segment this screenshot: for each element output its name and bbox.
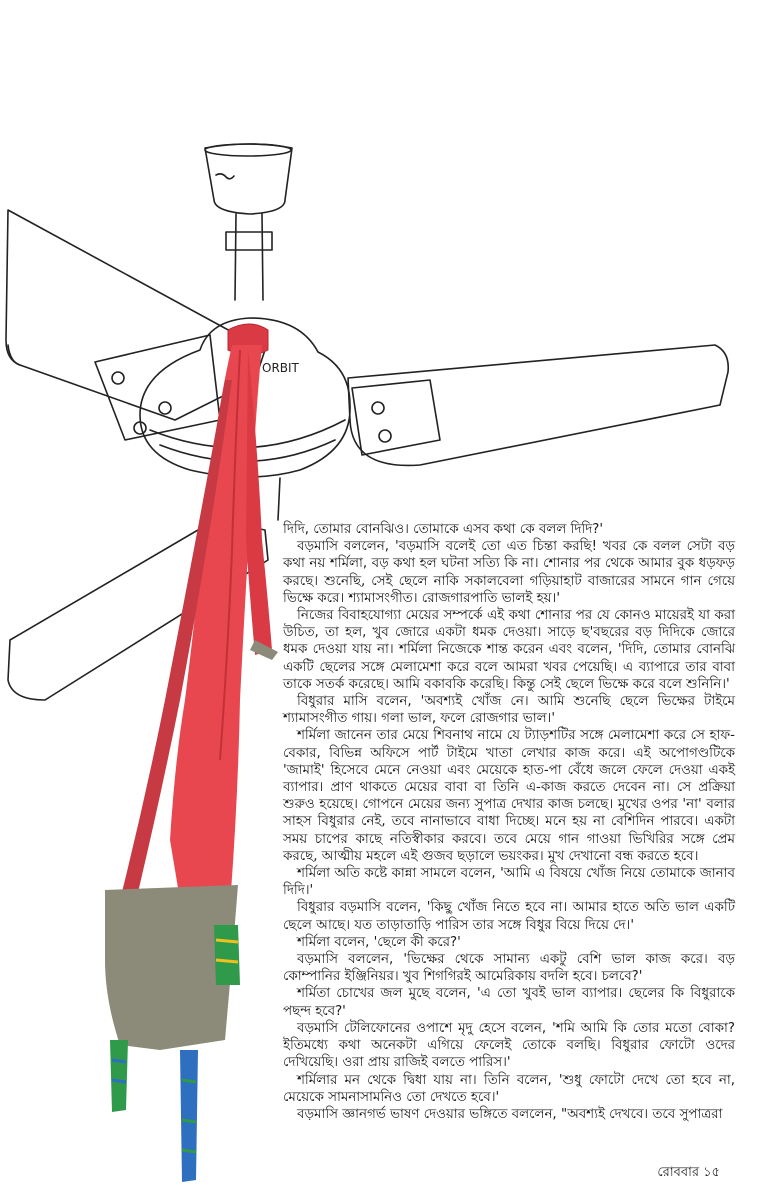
paragraph: নিজের বিবাহযোগ্যা মেয়ের সম্পর্কে এই কথা শোনার পর যে কোনও মায়েরই যা করা উচিত, তা হল, খুব জোরে একটা ধমক দেওয়া। সাড়ে ছ'বছরের বড় দিদিকে জোরে ধমক দেওয়া যায় না। শর্মিলা নিজেকে শান্ত করেন এবং বলেন, 'দিদি, তোমার বোনঝি একটি ছেলের সঙ্গে মেলামেশা করে বলে আমরা খবর পেয়েছি। এ ব্যাপারে তার বাবা তাকে সতর্ক করেছে। আমি বকাবকি করেছি। কিন্তু সেই ছেলে ভিক্ষে করে বলে শুনিনি।' <box>283 608 735 692</box>
screw-icon <box>379 430 391 442</box>
paragraph: বড়মাসি জ্ঞানগর্ভ ভাষণ দেওয়ার ভঙ্গিতে বললেন, "অবশ্যই দেখবে। তবে সুপাত্ররা <box>297 1106 723 1122</box>
paragraph: শর্মিলা জানেন তার মেয়ে শিবনাথ নামে যে ট্যাড়শটির সঙ্গে মেলামেশা করে সে হাফ-বেকার, বিভিন্ন অফিসে পার্ট টাইমে খাতা লেখার কাজ করে। এই অপোগণ্ডটিকে 'জামাই' হিসেবে মেনে নেওয়া এবং মেয়েকে হাত-পা বেঁধে জলে ফেলে দেওয়া একই ব্যাপার। প্রাণ থাকতে মেয়ের বাবা বা তিনি এ-কাজ করতে দেবেন না। সে প্রক্রিয়া শুরুও হয়েছে। গোপনে মেয়ের জন্য সুপাত্র দেখার কাজ চলছে। মুখের ওপর 'না' বলার সাহস বিধুরার নেই, তবে নানাভাবে বাধা দিচ্ছে। মনে হয় না বেশিদিন পারবে। একটা সময় চাপের কাছে নতিস্বীকার করবে। তবে মেয়ে গান গাওয়া ভিখিরির সঙ্গে প্রেম করছে, আত্মীয় মহলে এই গুজব ছড়ালে ভয়ংকর। মুখ দেখানো বন্ধ করতে হবে। <box>283 728 735 864</box>
paragraph: বড়মাসি বললেন, 'ভিক্ষের থেকে সামান্য একটু বেশি ভাল কাজ করে। বড় কোম্পানির ইঞ্জিনিয়র। খুব শিগগিরই আমেরিকায় বদলি হবে। চলবে?' <box>283 952 735 985</box>
paragraph: বড়মাসি বললেন, 'বড়মাসি বলেই তো এত চিন্তা করছি! খবর কে বলল সেটা বড় কথা নয় শর্মিলা, বড় কথা হল ঘটনা সত্যি কি না। শোনার পর থেকে আমার বুক ধড়ফড় করছে। শুনেছি, সেই ছেলে নাকি সকালবেলা গড়িয়াহাট বাজারের সামনে গান গেয়ে ভিক্ষে করে। শ্যামাসংগীত। রোজগারপাতি ভালই হয়।' <box>283 539 735 606</box>
paragraph: শর্মিতা চোখের জল মুছে বলেন, 'এ তো খুবই ভাল ব্যাপার। ছেলের কি বিধুরাকে পছন্দ হবে?' <box>283 986 735 1019</box>
page-folio: রোববার ১৫ <box>657 1165 720 1180</box>
red-scarf <box>105 324 278 1182</box>
tassel-icon <box>180 1050 198 1182</box>
tassel-icon <box>214 925 240 985</box>
paragraph: বড়মাসি টেলিফোনের ওপাশে মৃদু হেসে বলেন, 'শমি আমি কি তোর মতো বোকা? ইতিমধ্যে কথা অনেকটা এগিয়ে ফেলেই তোকে বলছি। বিধুরার ফোটো ওদের দেখিয়েছি। ওরা প্রায় রাজিই বলতে পারিস।' <box>283 1020 735 1071</box>
fan-downrod <box>235 214 263 300</box>
paragraph: বিধুরার বড়মাসি বলেন, 'কিছু খোঁজ নিতে হবে না। আমার হাতে অতি ভাল একটি ছেলে আছে। যত তাড়াতাড়ি পারিস তার সঙ্গে বিধুর বিয়ে দিয়ে দে।' <box>283 900 735 933</box>
paragraph: দিদি, তোমার বোনঝিও। তোমাকে এসব কথা কে বলল দিদি?' <box>283 522 604 537</box>
screw-icon <box>112 372 124 384</box>
blade-bracket-right <box>352 380 440 455</box>
blade-bracket-left <box>95 335 220 440</box>
screw-icon <box>372 402 384 414</box>
paragraph: শর্মিলা বলেন, 'ছেলে কী করে?' <box>297 934 461 950</box>
paragraph: শর্মিলার মন থেকে দ্বিধা যায় না। তিনি বলেন, 'শুধু ফোটো দেখে তো হবে না, মেয়েকে সামনাসামনিও তো দেখতে হবে।' <box>283 1072 735 1105</box>
tassel-icon <box>110 1040 128 1112</box>
paragraph: শর্মিলা অতি কষ্টে কান্না সামলে বলেন, 'আমি এ বিষয়ে খোঁজ নিয়ে তোমাকে জানাব দিদি।' <box>283 866 735 899</box>
fan-brand-label: ORBIT <box>262 361 299 375</box>
screw-icon <box>159 402 171 414</box>
article-body <box>283 521 735 1123</box>
paragraph: বিধুরার মাসি বলেন, 'অবশ্যই খোঁজ নে। আমি শুনেছি ছেলে ভিক্ষের টাইমে শ্যামাসংগীত গায়। গলা ভাল, ফলে রোজগার ভাল।' <box>283 694 735 727</box>
